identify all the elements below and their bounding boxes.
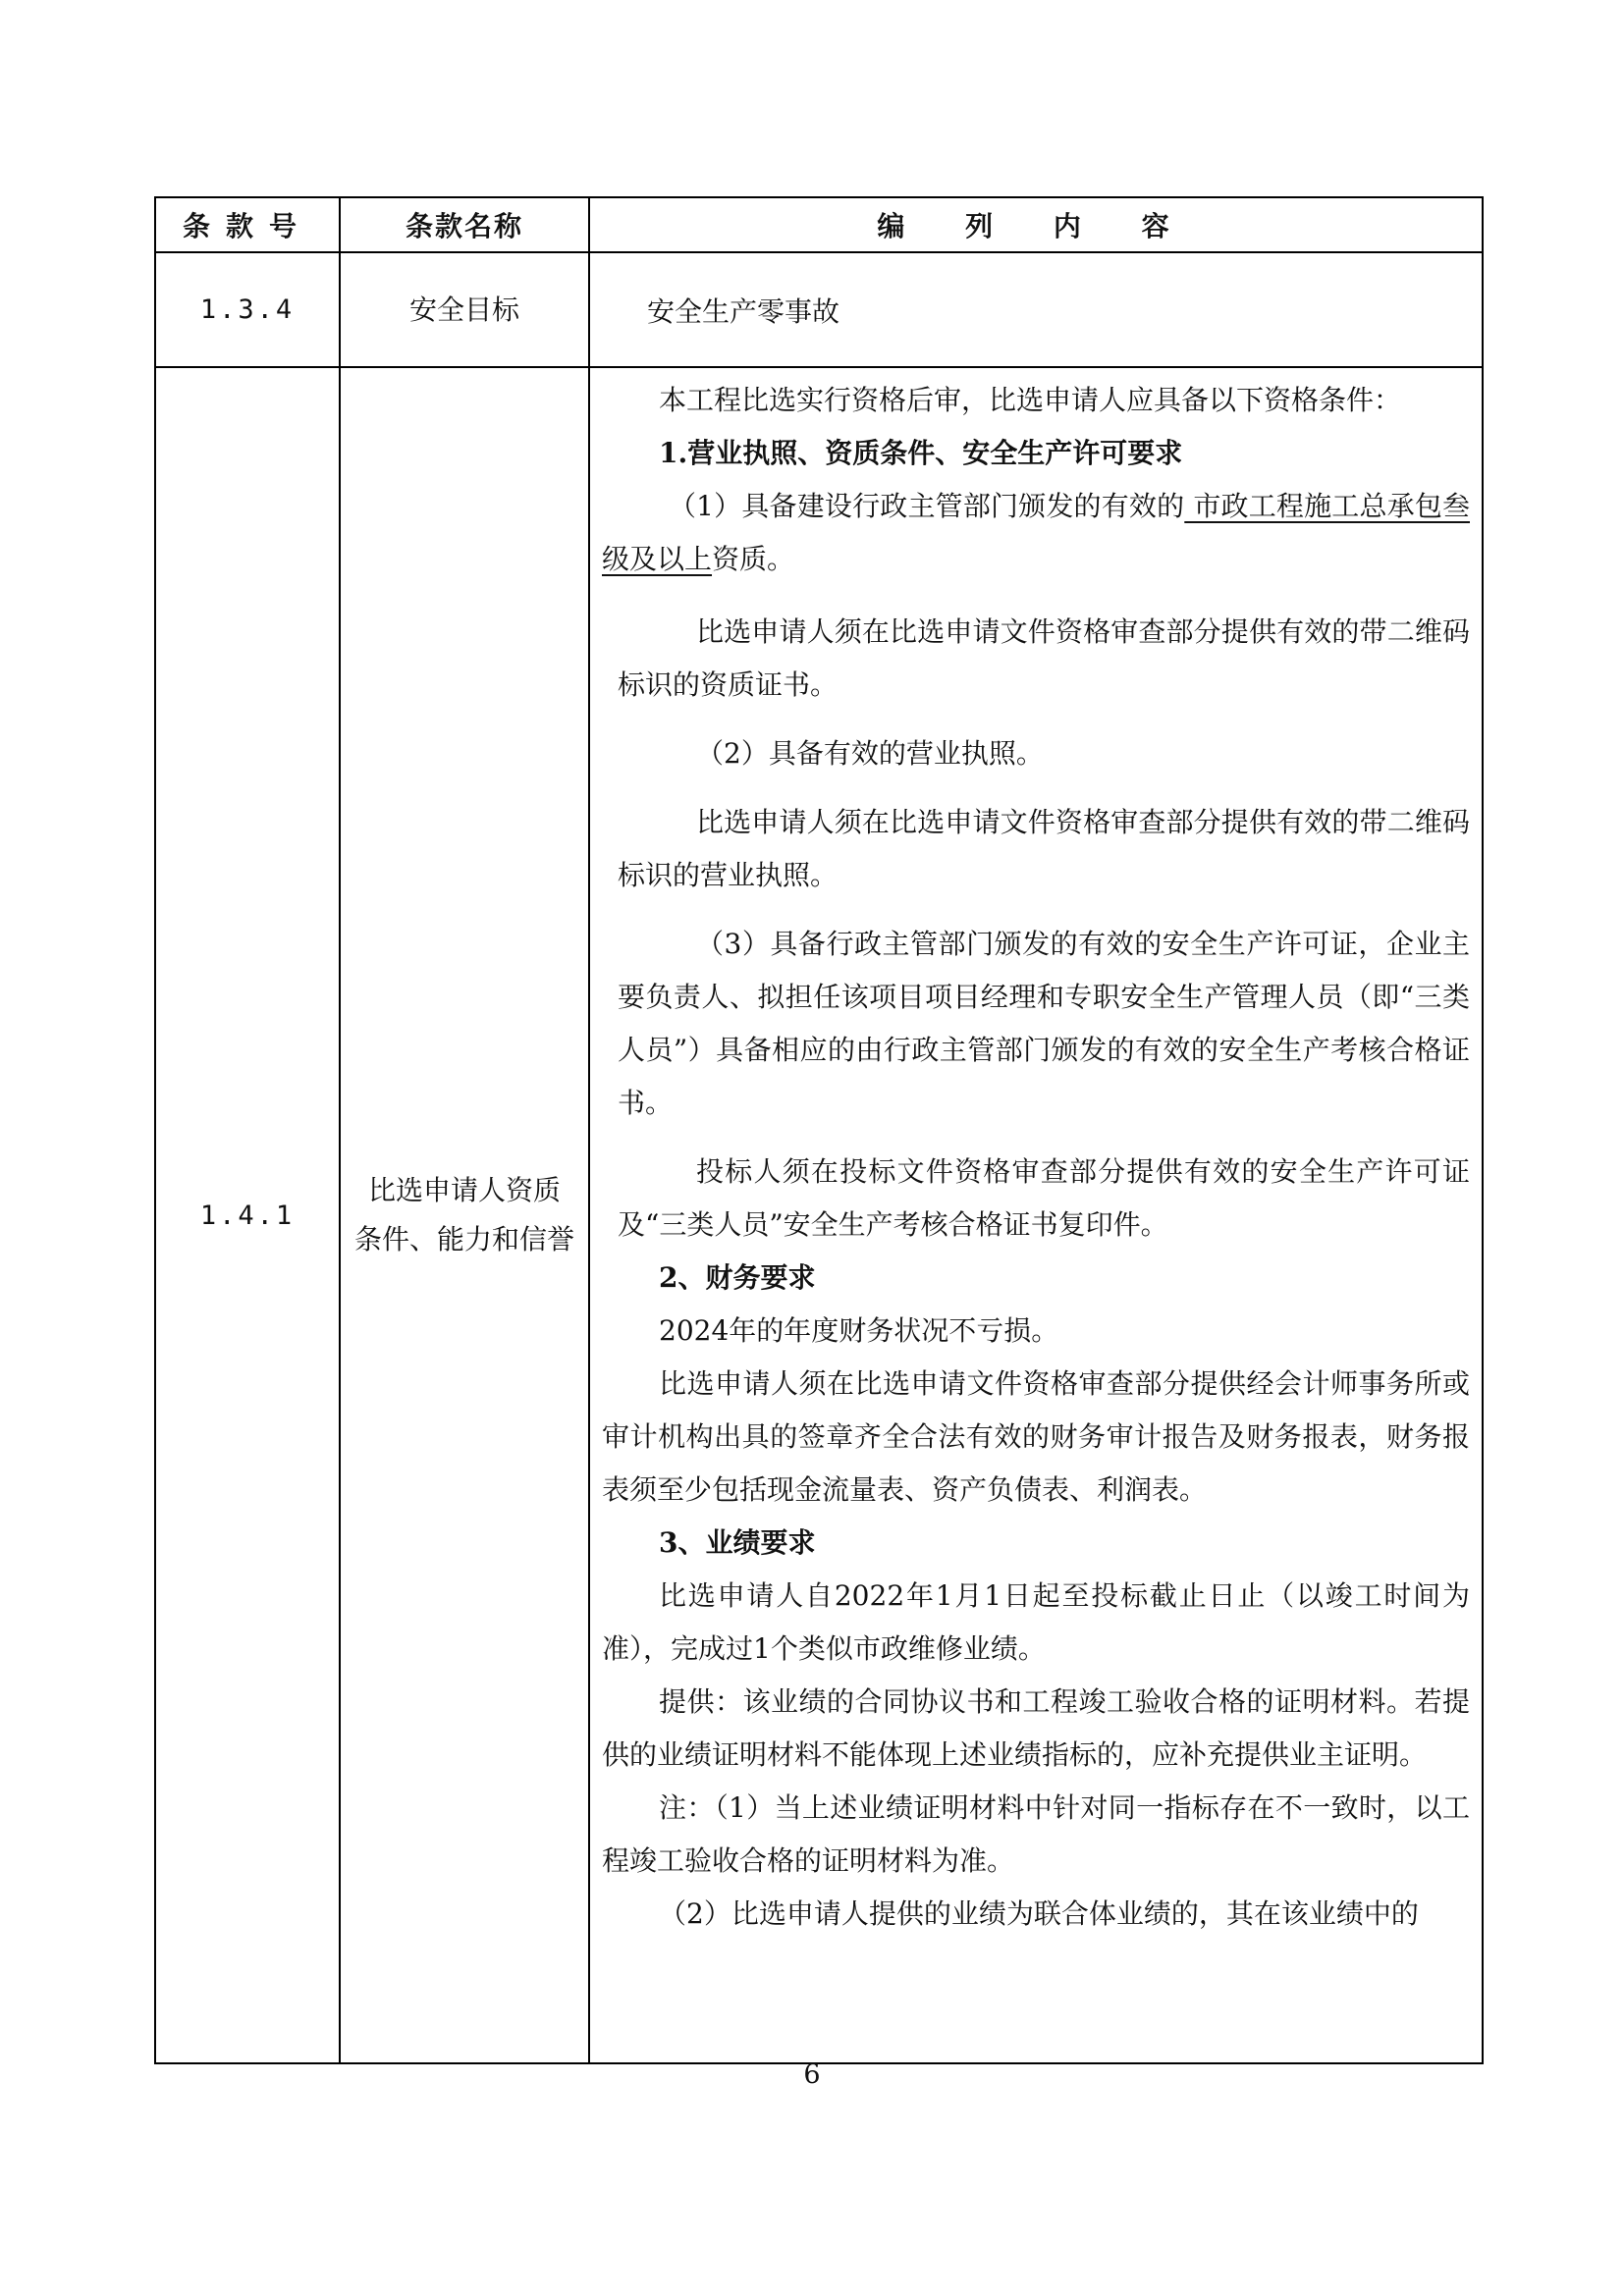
clause-table [154,196,1484,2064]
clause-number: 1.3.4 [155,252,340,367]
requirement-note: 投标人须在投标文件资格审查部分提供有效的安全生产许可证及“三类人员”安全生产考核合格证书复印件。 [618,1155,1470,1241]
requirement-item: （3）具备行政主管部门颁发的有效的安全生产许可证，企业主要负责人、拟担任该项目项目经理和专职安全生产管理人员（即“三类人员”）具备相应的由行政主管部门颁发的有效的安全生产考核合格证书。 [618,928,1470,1119]
item-text: 资质。 [712,543,795,575]
section-title: 2、财务要求 [659,1261,816,1294]
header-content: 编 列 内 容 [589,197,1483,252]
item-text: （1）具备建设行政主管部门颁发的有效的 [669,490,1185,522]
finance-paragraph: 比选申请人须在比选申请文件资格审查部分提供经会计师事务所或审计机构出具的签章齐全合法有效的财务审计报告及财务报表，财务报表须至少包括现金流量表、资产负债表、利润表。 [602,1367,1470,1506]
clause-content: 安全生产零事故 [589,252,1483,367]
performance-paragraph: 提供：该业绩的合同协议书和工程竣工验收合格的证明材料。若提供的业绩证明材料不能体现上述业绩指标的，应补充提供业主证明。 [602,1685,1470,1771]
note-paragraph: 注：（1）当上述业绩证明材料中针对同一指标存在不一致时，以工程竣工验收合格的证明材料为准。 [602,1791,1470,1877]
note-paragraph: （2）比选申请人提供的业绩为联合体业绩的，其在该业绩中的 [659,1897,1419,1930]
page-number: 6 [803,2059,821,2090]
requirement-note: 比选申请人须在比选申请文件资格审查部分提供有效的带二维码标识的营业执照。 [618,806,1470,891]
performance-paragraph: 比选申请人自2022年1月1日起至投标截止日止（以竣工时间为准），完成过1个类似市政维修业绩。 [602,1579,1470,1665]
section-title: 1.营业执照、资质条件、安全生产许可要求 [659,437,1183,469]
table-row [155,252,1483,367]
clause-number: 1.4.1 [155,367,340,2063]
requirement-note: 比选申请人须在比选申请文件资格审查部分提供有效的带二维码标识的资质证书。 [618,615,1470,701]
clause-name-line: 比选申请人资质 [367,1174,561,1206]
intro-paragraph: 本工程比选实行资格后审，比选申请人应具备以下资格条件： [659,384,1402,416]
requirement-item: （2）具备有效的营业执照。 [696,737,1044,770]
clause-name: 安全目标 [340,252,589,367]
item-underlined-text: 市政工程施工总承包叁级及以上 [602,490,1470,575]
section-title: 3、业绩要求 [659,1526,816,1559]
clause-name-line: 条件、能力和信誉 [353,1223,574,1255]
finance-paragraph: 2024年的年度财务状况不亏损。 [659,1314,1059,1347]
clause-name [340,367,589,2063]
clause-content [589,367,1483,2063]
table-row [155,367,1483,2063]
requirement-item [602,480,1470,586]
table-header-row [155,197,1483,252]
header-clause-name: 条款名称 [340,197,589,252]
header-clause-number: 条款号 [155,197,340,252]
